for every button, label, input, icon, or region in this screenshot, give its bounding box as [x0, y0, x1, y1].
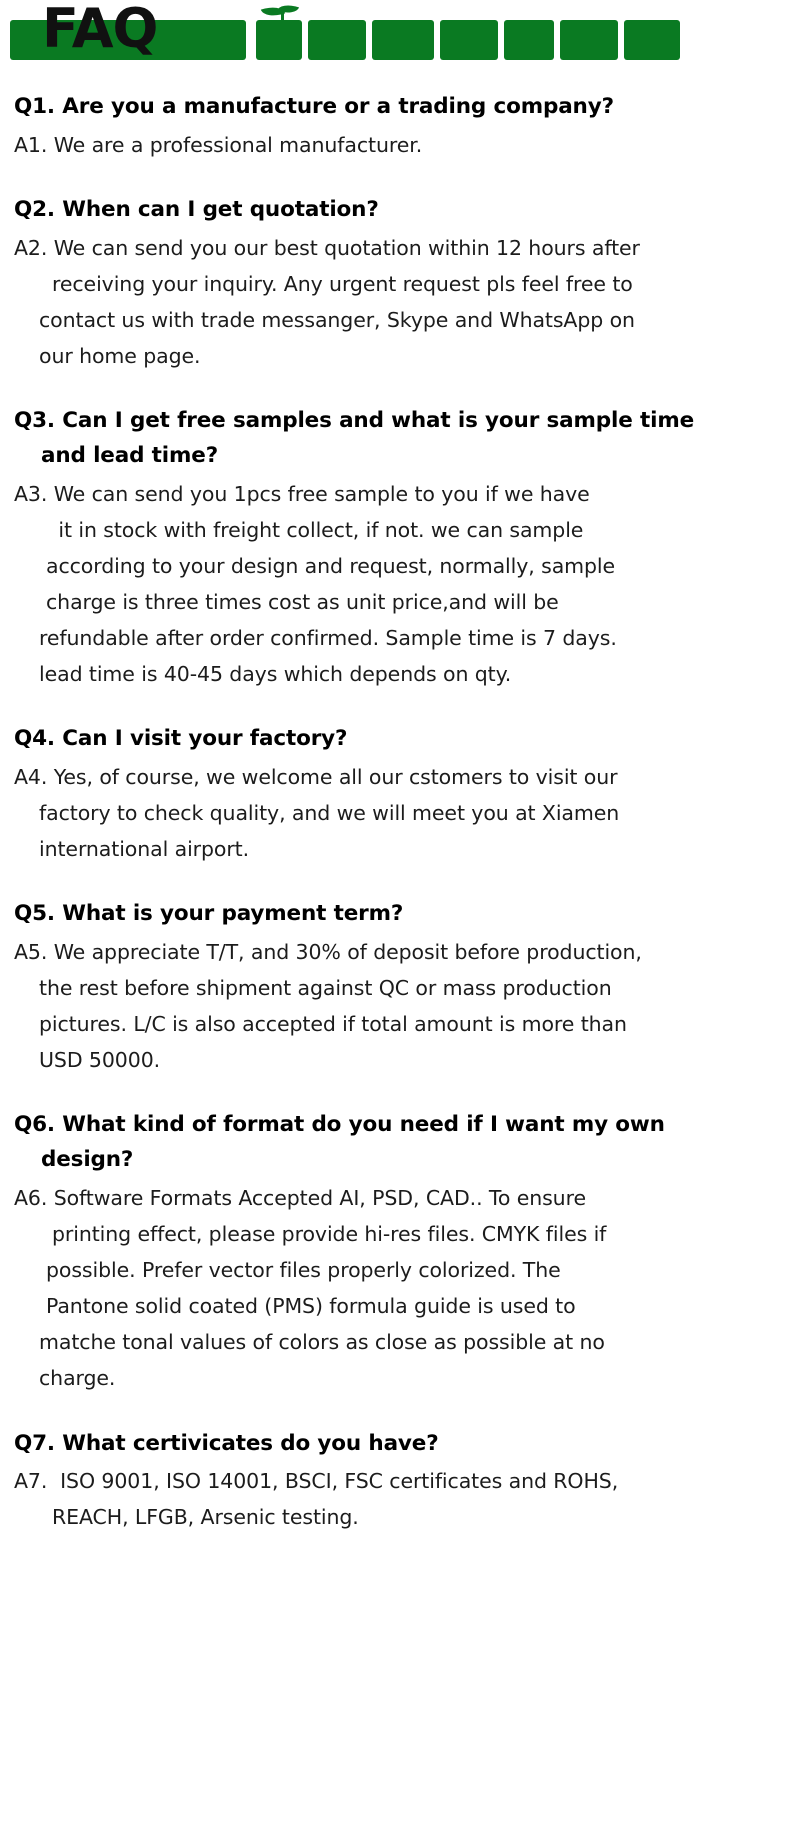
answer-line: pictures. L/C is also accepted if total amount is more than — [39, 1012, 627, 1037]
answer-line: matche tonal values of colors as close as possible at no — [39, 1330, 605, 1355]
answer-line: printing effect, please provide hi-res files. CMYK files if — [52, 1222, 607, 1247]
leaf-stem — [281, 12, 284, 28]
faq-item — [14, 897, 776, 1078]
faq-question: Q1. Are you a manufacture or a trading company? — [14, 94, 614, 119]
answer-line: A2. We can send you our best quotation within 12 hours after — [14, 235, 640, 260]
faq-answer — [14, 127, 776, 163]
answer-line: our home page. — [39, 343, 201, 368]
faq-item — [14, 1427, 776, 1536]
faq-answer — [14, 1463, 776, 1535]
faq-list — [0, 78, 790, 1575]
answer-line: the rest before shipment against QC or mass production — [39, 976, 612, 1001]
answer-line: according to your design and request, normally, sample — [46, 553, 616, 578]
answer-line: A1. We are a professional manufacturer. — [14, 132, 423, 157]
faq-item — [14, 404, 776, 692]
faq-question-line1: Q3. Can I get free samples and what is your sample time — [14, 408, 695, 434]
answer-line: it in stock with freight collect, if not. we can sample — [52, 517, 584, 542]
page-title: FAQ — [42, 0, 158, 60]
answer-line: A5. We appreciate T/T, and 30% of deposit before production, — [14, 940, 642, 965]
answer-line: contact us with trade messanger, Skype and WhatsApp on — [39, 307, 635, 332]
faq-question-line2: and lead time? — [41, 442, 219, 468]
faq-item — [14, 1108, 776, 1396]
answer-line: REACH, LFGB, Arsenic testing. — [52, 1505, 359, 1530]
faq-question — [14, 404, 776, 474]
faq-answer — [14, 1180, 776, 1396]
faq-question-line1: Q6. What kind of format do you need if I want my own — [14, 1112, 665, 1138]
faq-item — [14, 90, 776, 163]
bamboo-segment — [560, 20, 618, 60]
faq-answer — [14, 476, 776, 692]
answer-line: A7. ISO 9001, ISO 14001, BSCI, FSC certificates and ROHS, — [14, 1469, 619, 1494]
faq-question — [14, 1108, 776, 1178]
faq-banner — [0, 0, 790, 78]
bamboo-segment — [504, 20, 554, 60]
answer-line: A3. We can send you 1pcs free sample to you if we have — [14, 481, 590, 506]
answer-line: A6. Software Formats Accepted AI, PSD, CAD.. To ensure — [14, 1186, 586, 1211]
answer-line: refundable after order confirmed. Sample time is 7 days. — [39, 626, 617, 651]
bamboo-segment — [308, 20, 366, 60]
answer-line: charge is three times cost as unit price,and will be — [46, 589, 559, 614]
faq-item — [14, 722, 776, 867]
faq-question-line2: design? — [41, 1147, 134, 1173]
answer-line: lead time is 40-45 days which depends on qty. — [39, 662, 512, 687]
faq-question: Q4. Can I visit your factory? — [14, 726, 348, 752]
answer-line: charge. — [39, 1366, 116, 1391]
answer-line: international airport. — [39, 837, 250, 862]
answer-line: Pantone solid coated (PMS) formula guide is used to — [46, 1294, 576, 1319]
answer-line: factory to check quality, and we will meet you at Xiamen — [39, 801, 620, 826]
answer-line: receiving your inquiry. Any urgent request pls feel free to — [52, 271, 633, 296]
bamboo-segment — [372, 20, 434, 60]
answer-line: USD 50000. — [39, 1048, 161, 1073]
faq-question: Q2. When can I get quotation? — [14, 196, 379, 222]
bamboo-segment — [624, 20, 680, 60]
bamboo-segment — [440, 20, 498, 60]
faq-answer — [14, 230, 776, 374]
answer-line: A4. Yes, of course, we welcome all our cstomers to visit our — [14, 765, 618, 789]
bamboo-leaf-icon — [262, 4, 302, 32]
faq-answer — [14, 934, 776, 1078]
faq-item — [14, 193, 776, 374]
faq-question: Q7. What certivicates do you have? — [14, 1430, 439, 1456]
faq-question: Q5. What is your payment term? — [14, 901, 404, 927]
faq-answer — [14, 759, 776, 867]
answer-line: possible. Prefer vector files properly colorized. The — [46, 1258, 561, 1283]
